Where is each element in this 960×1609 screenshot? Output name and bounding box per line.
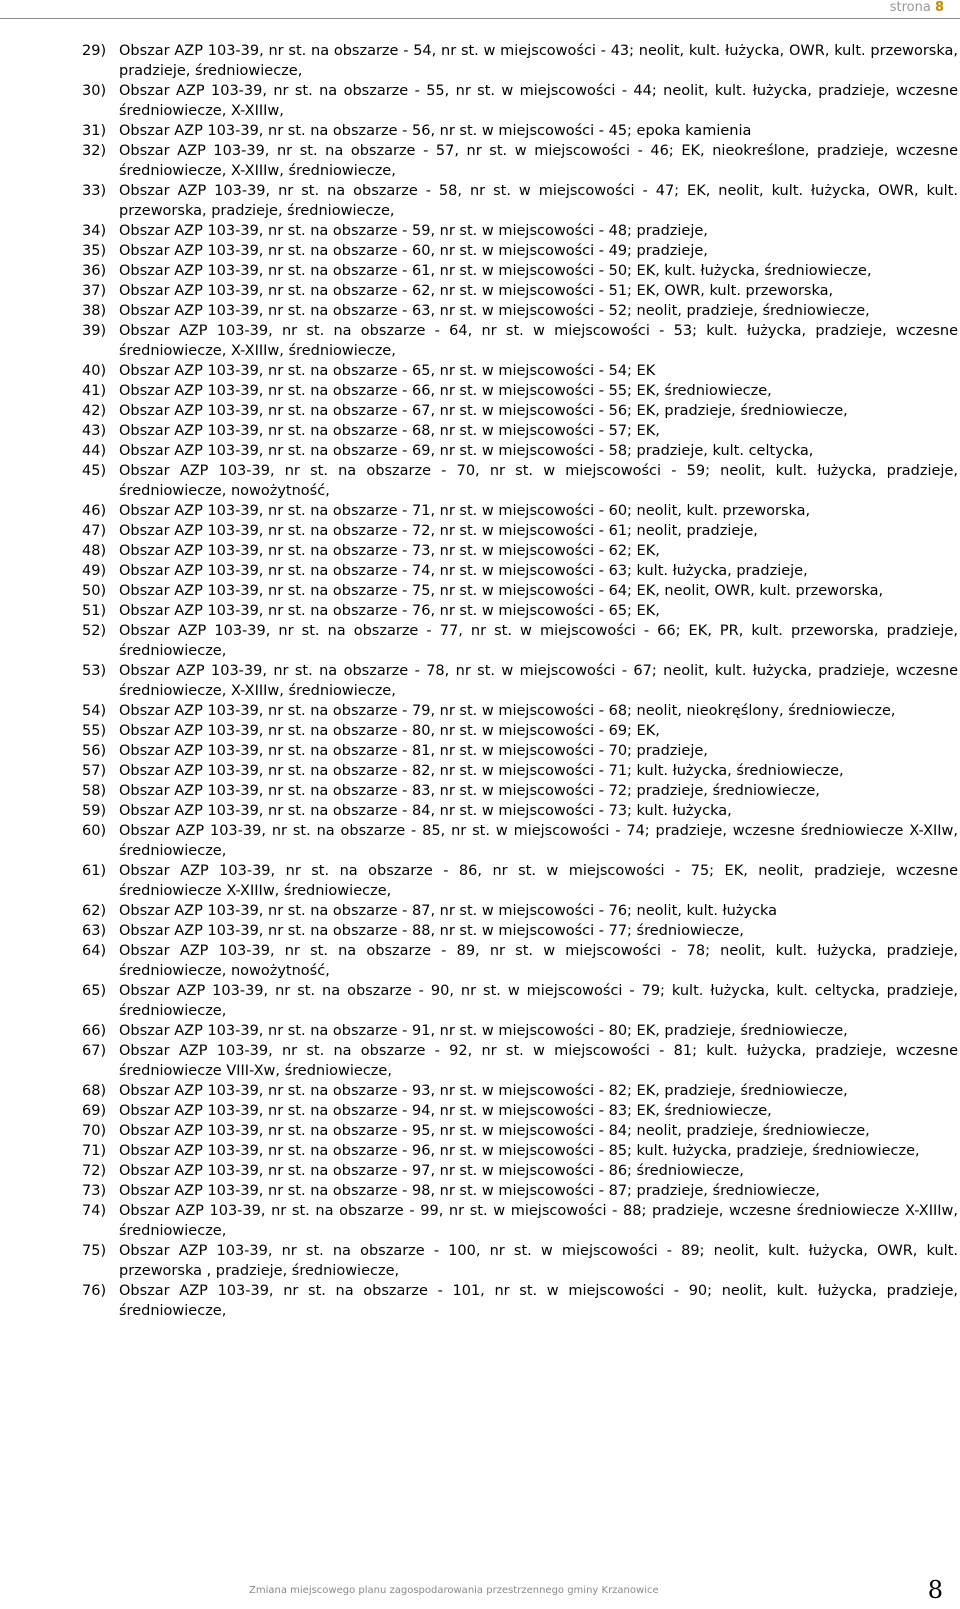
list-item: [82, 941, 958, 981]
list-item: [82, 521, 958, 541]
entry-number: 31): [82, 123, 107, 139]
list-item: [82, 141, 958, 181]
entry-text: Obszar AZP 103-39, nr st. na obszarze - 72, nr st. w miejscowości - 61; neolit, pradzieje,: [119, 523, 758, 539]
entry-number: 55): [82, 723, 107, 739]
entry-text: Obszar AZP 103-39, nr st. na obszarze - 61, nr st. w miejscowości - 50; EK, kult. łużycka, średniowiecze,: [119, 263, 872, 279]
list-item: [82, 1241, 958, 1281]
entry-number: 35): [82, 243, 107, 259]
list-item: [82, 601, 958, 621]
list-item: [82, 1121, 958, 1141]
entry-number: 32): [82, 143, 107, 159]
page-label: [890, 0, 944, 16]
list-item: [82, 661, 958, 701]
entry-number: 58): [82, 783, 107, 799]
entry-text: Obszar AZP 103-39, nr st. na obszarze - 95, nr st. w miejscowości - 84; neolit, pradzieje, średniowiecze,: [119, 1123, 870, 1139]
list-item: [82, 501, 958, 521]
list-item: [82, 541, 958, 561]
entry-text: Obszar AZP 103-39, nr st. na obszarze - 67, nr st. w miejscowości - 56; EK, pradzieje, średniowiecze,: [119, 403, 848, 419]
entry-number: 34): [82, 223, 107, 239]
entry-number: 45): [82, 463, 107, 479]
entry-number: 38): [82, 303, 107, 319]
entry-text: Obszar AZP 103-39, nr st. na obszarze - 100, nr st. w miejscowości - 89; neolit, kult. łużycka, OWR, kult. przeworska , pradzieje, średniowiecze,: [119, 1243, 958, 1279]
entry-number: 36): [82, 263, 107, 279]
footer-page-number: 8: [927, 1576, 943, 1604]
list-item: [82, 921, 958, 941]
list-item: [82, 361, 958, 381]
list-item: [82, 741, 958, 761]
list-item: [82, 981, 958, 1021]
list-item: [82, 301, 958, 321]
entry-number: 66): [82, 1023, 107, 1039]
list-item: [82, 1081, 958, 1101]
entry-text: Obszar AZP 103-39, nr st. na obszarze - 77, nr st. w miejscowości - 66; EK, PR, kult. przeworska, pradzieje, średniowiecze,: [119, 623, 958, 659]
list-item: [82, 181, 958, 221]
list-item: [82, 321, 958, 361]
entry-text: Obszar AZP 103-39, nr st. na obszarze - 82, nr st. w miejscowości - 71; kult. łużycka, średniowiecze,: [119, 763, 844, 779]
entry-text: Obszar AZP 103-39, nr st. na obszarze - 57, nr st. w miejscowości - 46; EK, nieokreślone, pradzieje, wczesne średniowiecze, X-XIIIw, średniowiecze,: [119, 143, 958, 179]
list-item: [82, 801, 958, 821]
entry-text: Obszar AZP 103-39, nr st. na obszarze - 63, nr st. w miejscowości - 52; neolit, pradzieje, średniowiecze,: [119, 303, 870, 319]
list-item: [82, 1201, 958, 1241]
list-item: [82, 761, 958, 781]
entry-text: Obszar AZP 103-39, nr st. na obszarze - 74, nr st. w miejscowości - 63; kult. łużycka, pradzieje,: [119, 563, 808, 579]
entry-text: Obszar AZP 103-39, nr st. na obszarze - 68, nr st. w miejscowości - 57; EK,: [119, 423, 660, 439]
entry-text: Obszar AZP 103-39, nr st. na obszarze - 73, nr st. w miejscowości - 62; EK,: [119, 543, 660, 559]
entry-text: Obszar AZP 103-39, nr st. na obszarze - 56, nr st. w miejscowości - 45; epoka kamienia: [119, 123, 752, 139]
entry-number: 47): [82, 523, 107, 539]
entry-text: Obszar AZP 103-39, nr st. na obszarze - 75, nr st. w miejscowości - 64; EK, neolit, OWR, kult. przeworska,: [119, 583, 884, 599]
entry-number: 53): [82, 663, 107, 679]
list-item: [82, 281, 958, 301]
list-item: [82, 901, 958, 921]
list-item: [82, 701, 958, 721]
entry-text: Obszar AZP 103-39, nr st. na obszarze - 87, nr st. w miejscowości - 76; neolit, kult. łużycka: [119, 903, 778, 919]
entry-text: Obszar AZP 103-39, nr st. na obszarze - 54, nr st. w miejscowości - 43; neolit, kult. łużycka, OWR, kult. przeworska, pradzieje, średniowiecze,: [119, 43, 958, 79]
entry-text: Obszar AZP 103-39, nr st. na obszarze - 83, nr st. w miejscowości - 72; pradzieje, średniowiecze,: [119, 783, 820, 799]
page-label-number: 8: [934, 0, 944, 15]
entry-number: 48): [82, 543, 107, 559]
entry-number: 73): [82, 1183, 107, 1199]
list-item: [82, 1181, 958, 1201]
entry-text: Obszar AZP 103-39, nr st. na obszarze - 81, nr st. w miejscowości - 70; pradzieje,: [119, 743, 708, 759]
site-list: [82, 41, 958, 1321]
footer-title: Zmiana miejscowego planu zagospodarowania przestrzennego gminy Krzanowice: [249, 1585, 659, 1596]
list-item: [82, 561, 958, 581]
list-item: [82, 621, 958, 661]
list-item: [82, 581, 958, 601]
entry-number: 44): [82, 443, 107, 459]
entry-number: 76): [82, 1283, 107, 1299]
entry-number: 51): [82, 603, 107, 619]
entry-number: 59): [82, 803, 107, 819]
entry-number: 37): [82, 283, 107, 299]
entry-number: 49): [82, 563, 107, 579]
entry-number: 71): [82, 1143, 107, 1159]
entry-text: Obszar AZP 103-39, nr st. na obszarze - 64, nr st. w miejscowości - 53; kult. łużycka, pradzieje, wczesne średniowiecze, X-XIIIw, średniowiecze,: [119, 323, 958, 359]
entry-text: Obszar AZP 103-39, nr st. na obszarze - 71, nr st. w miejscowości - 60; neolit, kult. przeworska,: [119, 503, 811, 519]
list-item: [82, 721, 958, 741]
entry-number: 64): [82, 943, 107, 959]
entry-number: 70): [82, 1123, 107, 1139]
entry-text: Obszar AZP 103-39, nr st. na obszarze - 78, nr st. w miejscowości - 67; neolit, kult. łużycka, pradzieje, wczesne średniowiecze, X-XIIIw, średniowiecze,: [119, 663, 958, 699]
entry-text: Obszar AZP 103-39, nr st. na obszarze - 76, nr st. w miejscowości - 65; EK,: [119, 603, 660, 619]
entry-number: 46): [82, 503, 107, 519]
entry-text: Obszar AZP 103-39, nr st. na obszarze - 98, nr st. w miejscowości - 87; pradzieje, średniowiecze,: [119, 1183, 820, 1199]
list-item: [82, 421, 958, 441]
list-item: [82, 861, 958, 901]
entry-number: 62): [82, 903, 107, 919]
entry-number: 39): [82, 323, 107, 339]
list-item: [82, 221, 958, 241]
page-header: [0, 0, 960, 19]
list-item: [82, 41, 958, 81]
entry-number: 52): [82, 623, 107, 639]
entry-text: Obszar AZP 103-39, nr st. na obszarze - 96, nr st. w miejscowości - 85; kult. łużycka, pradzieje, średniowiecze,: [119, 1143, 920, 1159]
entry-text: Obszar AZP 103-39, nr st. na obszarze - 93, nr st. w miejscowości - 82; EK, pradzieje, średniowiecze,: [119, 1083, 848, 1099]
list-item: [82, 261, 958, 281]
list-item: [82, 1021, 958, 1041]
entry-text: Obszar AZP 103-39, nr st. na obszarze - 58, nr st. w miejscowości - 47; EK, neolit, kult. łużycka, OWR, kult. przeworska, pradzieje, średniowiecze,: [119, 183, 958, 219]
list-item: [82, 81, 958, 121]
entry-text: Obszar AZP 103-39, nr st. na obszarze - 59, nr st. w miejscowości - 48; pradzieje,: [119, 223, 708, 239]
entry-text: Obszar AZP 103-39, nr st. na obszarze - 84, nr st. w miejscowości - 73; kult. łużycka,: [119, 803, 732, 819]
entry-number: 56): [82, 743, 107, 759]
list-item: [82, 441, 958, 461]
list-item: [82, 121, 958, 141]
list-item: [82, 1281, 958, 1321]
entry-number: 68): [82, 1083, 107, 1099]
entry-number: 29): [82, 43, 107, 59]
entry-number: 43): [82, 423, 107, 439]
list-item: [82, 821, 958, 861]
entry-text: Obszar AZP 103-39, nr st. na obszarze - 79, nr st. w miejscowości - 68; neolit, nieokręślony, średniowiecze,: [119, 703, 896, 719]
list-item: [82, 461, 958, 501]
entry-text: Obszar AZP 103-39, nr st. na obszarze - 62, nr st. w miejscowości - 51; EK, OWR, kult. przeworska,: [119, 283, 834, 299]
entry-text: Obszar AZP 103-39, nr st. na obszarze - 85, nr st. w miejscowości - 74; pradzieje, wczesne średniowiecze X-XIIw, średniowiecze,: [119, 823, 958, 859]
list-item: [82, 381, 958, 401]
entry-text: Obszar AZP 103-39, nr st. na obszarze - 101, nr st. w miejscowości - 90; neolit, kult. łużycka, pradzieje, średniowiecze,: [119, 1283, 958, 1319]
list-item: [82, 1101, 958, 1121]
entry-number: 54): [82, 703, 107, 719]
entry-number: 75): [82, 1243, 107, 1259]
entry-number: 41): [82, 383, 107, 399]
entry-text: Obszar AZP 103-39, nr st. na obszarze - 94, nr st. w miejscowości - 83; EK, średniowiecze,: [119, 1103, 772, 1119]
entry-text: Obszar AZP 103-39, nr st. na obszarze - 88, nr st. w miejscowości - 77; średniowiecze,: [119, 923, 744, 939]
entry-text: Obszar AZP 103-39, nr st. na obszarze - 91, nr st. w miejscowości - 80; EK, pradzieje, średniowiecze,: [119, 1023, 848, 1039]
page-label-word: strona: [889, 0, 931, 15]
list-item: [82, 1161, 958, 1181]
entry-text: Obszar AZP 103-39, nr st. na obszarze - 60, nr st. w miejscowości - 49; pradzieje,: [119, 243, 708, 259]
entry-text: Obszar AZP 103-39, nr st. na obszarze - 70, nr st. w miejscowości - 59; neolit, kult. łużycka, pradzieje, średniowiecze, nowożytność,: [119, 463, 958, 499]
entry-number: 65): [82, 983, 107, 999]
entry-text: Obszar AZP 103-39, nr st. na obszarze - 65, nr st. w miejscowości - 54; EK: [119, 363, 656, 379]
entry-number: 60): [82, 823, 107, 839]
entry-text: Obszar AZP 103-39, nr st. na obszarze - 89, nr st. w miejscowości - 78; neolit, kult. łużycka, pradzieje, średniowiecze, nowożytność,: [119, 943, 958, 979]
entry-number: 33): [82, 183, 107, 199]
list-item: [82, 1141, 958, 1161]
entry-text: Obszar AZP 103-39, nr st. na obszarze - 97, nr st. w miejscowości - 86; średniowiecze,: [119, 1163, 744, 1179]
entry-number: 74): [82, 1203, 107, 1219]
entry-text: Obszar AZP 103-39, nr st. na obszarze - 86, nr st. w miejscowości - 75; EK, neolit, pradzieje, wczesne średniowiecze X-XIIIw, średniowiecze,: [119, 863, 958, 899]
entry-number: 40): [82, 363, 107, 379]
entry-text: Obszar AZP 103-39, nr st. na obszarze - 99, nr st. w miejscowości - 88; pradzieje, wczesne średniowiecze X-XIIIw, średniowiecze,: [119, 1203, 958, 1239]
entry-number: 57): [82, 763, 107, 779]
entry-number: 67): [82, 1043, 107, 1059]
entry-text: Obszar AZP 103-39, nr st. na obszarze - 92, nr st. w miejscowości - 81; kult. łużycka, pradzieje, wczesne średniowiecze VIII-Xw, średniowiecze,: [119, 1043, 958, 1079]
entry-text: Obszar AZP 103-39, nr st. na obszarze - 90, nr st. w miejscowości - 79; kult. łużycka, kult. celtycka, pradzieje, średniowiecze,: [119, 983, 958, 1019]
page-footer: [0, 1575, 960, 1609]
list-item: [82, 241, 958, 261]
entry-number: 30): [82, 83, 107, 99]
entry-text: Obszar AZP 103-39, nr st. na obszarze - 80, nr st. w miejscowości - 69; EK,: [119, 723, 660, 739]
list-item: [82, 781, 958, 801]
entry-number: 42): [82, 403, 107, 419]
entry-text: Obszar AZP 103-39, nr st. na obszarze - 55, nr st. w miejscowości - 44; neolit, kult. łużycka, pradzieje, wczesne średniowiecze, X-XIIIw,: [119, 83, 958, 119]
entry-text: Obszar AZP 103-39, nr st. na obszarze - 66, nr st. w miejscowości - 55; EK, średniowiecze,: [119, 383, 772, 399]
entry-number: 61): [82, 863, 107, 879]
entry-text: Obszar AZP 103-39, nr st. na obszarze - 69, nr st. w miejscowości - 58; pradzieje, kult. celtycka,: [119, 443, 814, 459]
entry-number: 69): [82, 1103, 107, 1119]
entry-number: 72): [82, 1163, 107, 1179]
entry-number: 50): [82, 583, 107, 599]
list-item: [82, 401, 958, 421]
entry-number: 63): [82, 923, 107, 939]
list-item: [82, 1041, 958, 1081]
